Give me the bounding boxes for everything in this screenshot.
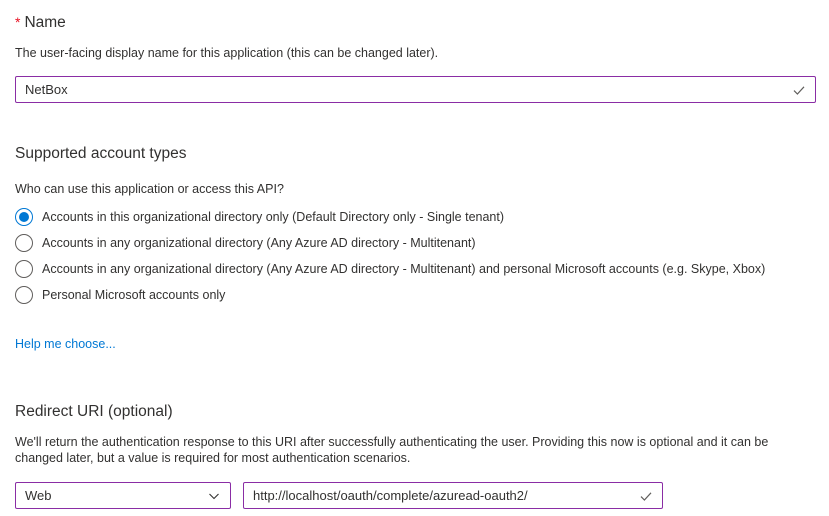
radio-label: Accounts in any organizational directory (Any Azure AD directory - Multitenant) and personal Microsoft accounts (e.g. Skype, Xbox) (42, 262, 766, 276)
name-input-container (15, 76, 816, 103)
name-section-title (15, 12, 816, 33)
checkmark-icon (638, 488, 654, 504)
radio-personal-only[interactable] (15, 286, 816, 304)
name-title-text: Name (24, 14, 66, 31)
radio-button-icon[interactable] (15, 260, 33, 278)
name-description: The user-facing display name for this application (this can be changed later). (15, 46, 439, 60)
platform-select[interactable] (15, 482, 231, 509)
redirect-uri-title: Redirect URI (optional) (15, 403, 173, 420)
redirect-uri-input[interactable] (244, 483, 662, 508)
radio-multitenant-personal[interactable] (15, 260, 816, 278)
redirect-uri-input-container (243, 482, 663, 509)
radio-button-icon[interactable] (15, 286, 33, 304)
redirect-uri-row (15, 482, 816, 509)
platform-select-value: Web (25, 488, 52, 503)
radio-label: Accounts in any organizational directory (Any Azure AD directory - Multitenant) (42, 236, 476, 250)
radio-single-tenant[interactable] (15, 208, 816, 226)
radio-multitenant[interactable] (15, 234, 816, 252)
help-me-choose-link[interactable]: Help me choose... (15, 337, 116, 351)
radio-button-icon[interactable] (15, 234, 33, 252)
name-input[interactable] (16, 77, 815, 102)
account-types-question: Who can use this application or access this API? (15, 182, 284, 196)
redirect-uri-description: We'll return the authentication response to this URI after successfully authenticating the user. Providing this now is optional and it can be changed later, but a value is required for most authentication scenarios. (15, 435, 769, 465)
radio-label: Personal Microsoft accounts only (42, 288, 226, 302)
checkmark-icon (791, 82, 807, 98)
account-types-title: Supported account types (15, 145, 187, 162)
account-types-radio-group (15, 208, 816, 304)
radio-label: Accounts in this organizational directory only (Default Directory only - Single tenant) (42, 210, 505, 224)
radio-button-icon[interactable] (15, 208, 33, 226)
chevron-down-icon (207, 489, 221, 503)
required-marker: * (15, 14, 21, 30)
